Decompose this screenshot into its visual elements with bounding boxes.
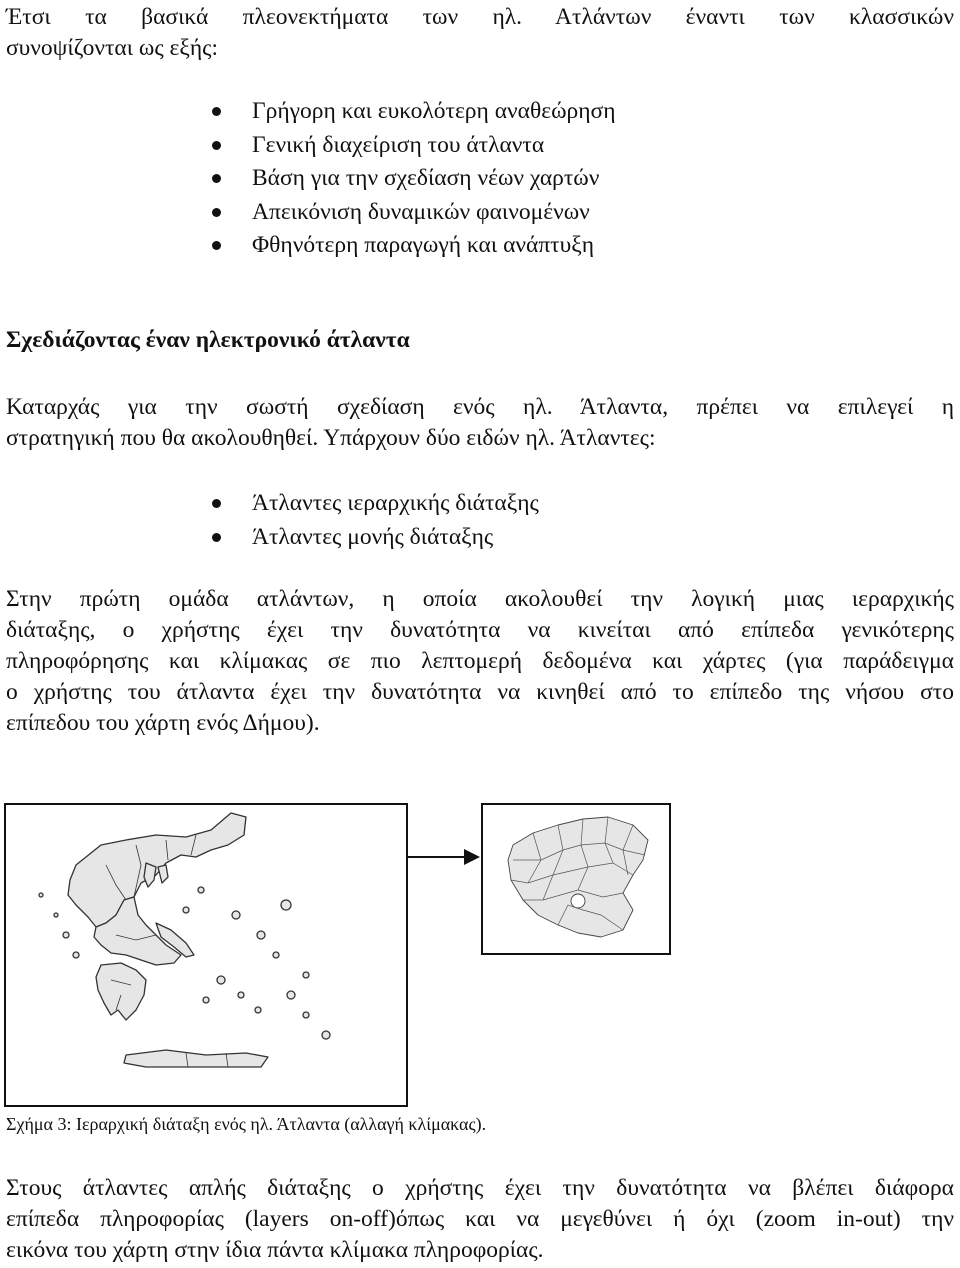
bullet-icon [212,533,221,542]
strategy-paragraph [6,392,954,454]
list-item [212,196,616,230]
list-item [212,162,616,196]
bullet-icon [212,241,221,250]
list-item-text: Βάση για την σχεδίαση νέων χαρτών [252,165,600,191]
atlas-types-list [212,487,539,554]
section-heading: Σχεδιάζοντας έναν ηλεκτρονικό άτλαντα [6,327,410,353]
simple-line: εικόνα του χάρτη στην ίδια πάντα κλίμακα πληροφορίας. [6,1237,544,1263]
advantages-list [212,95,616,263]
intro-line: συνοψίζονται ως εξής: [6,35,219,61]
bullet-icon [212,174,221,183]
strategy-line: στρατηγική που θα ακολουθηθεί. Υπάρχουν δύο ειδών ηλ. Άτλαντες: [6,425,656,451]
hierarchical-line: ο χρήστης του άτλαντα έχει την δυνατότητα να κινηθεί από το επίπεδο της νήσου στο [6,679,954,705]
bullet-icon [212,208,221,217]
figure-caption: Σχήμα 3: Ιεραρχική διάταξη ενός ηλ. Άτλαντα (αλλαγή κλίμακας). [6,1114,487,1134]
list-item-text: Άτλαντες ιεραρχικής διάταξης [252,490,539,516]
greece-map-icon [6,805,406,1105]
hierarchical-line: επίπεδου του χάρτη ενός Δήμου). [6,710,320,736]
strategy-line: Καταρχάς για την σωστή σχεδίαση ενός ηλ. Άτλαντα, πρέπει να επιλεγεί η [6,394,954,420]
region-municipalities-map-icon [483,805,669,953]
simple-line: Στους άτλαντες απλής διάταξης ο χρήστης έχει την δυνατότητα να βλέπει διάφορα [6,1175,954,1201]
list-item [212,229,616,263]
region-map-figure [481,803,671,955]
hierarchical-line: διάταξης, ο χρήστης έχει την δυνατότητα να κινείται από επίπεδα γενικότερης [6,617,954,643]
list-item-text: Άτλαντες μονής διάταξης [252,523,494,550]
simple-line: επίπεδα πληροφορίας (layers on-off)όπως και να μεγεθύνει ή όχι (zoom in-out) την [6,1206,954,1232]
list-item [212,487,539,521]
hierarchical-line: πληροφόρησης και κλίμακας σε πιο λεπτομερή δεδομένα και χάρτες (για παράδειγμα [6,648,954,674]
hierarchical-line: Στην πρώτη ομάδα ατλάντων, η οποία ακολουθεί την λογική μιας ιεραρχικής [6,586,954,612]
list-item-text: Γρήγορη και ευκολότερη αναθεώρηση [252,98,616,124]
list-item [212,129,616,163]
bullet-icon [212,499,221,508]
bullet-icon [212,141,221,150]
list-item-text: Φθηνότερη παραγωγή και ανάπτυξη [252,232,595,258]
greece-map-figure [4,803,408,1107]
list-item-text: Απεικόνιση δυναμικών φαινομένων [252,198,590,225]
list-item [212,95,616,129]
bullet-icon [212,107,221,116]
intro-line: Έτσι τα βασικά πλεονεκτήματα των ηλ. Ατλάντων έναντι των κλασσικών [6,4,954,30]
arrow-right-icon [408,846,482,868]
intro-paragraph [6,2,954,64]
hierarchical-paragraph [6,584,954,739]
simple-paragraph [6,1173,954,1266]
list-item [212,521,539,555]
list-item-text: Γενική διαχείριση του άτλαντα [252,131,545,158]
